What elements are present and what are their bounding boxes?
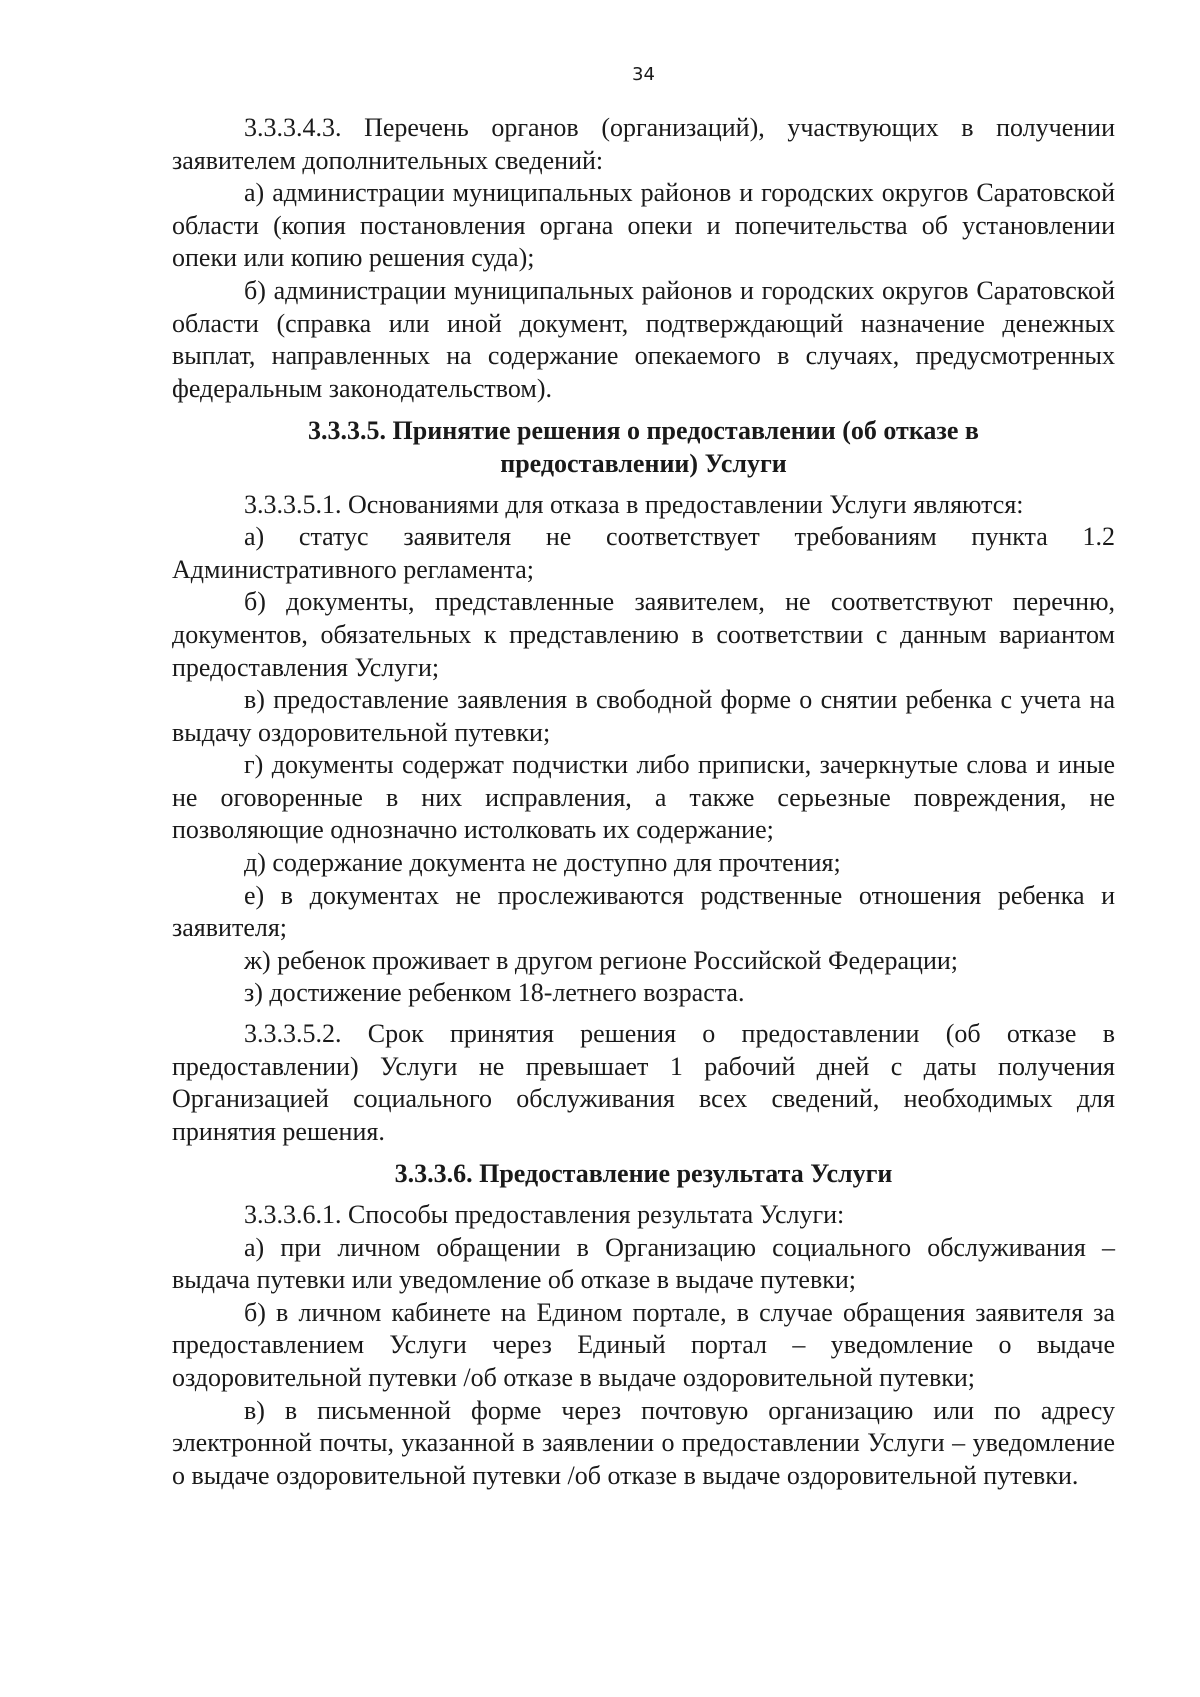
paragraph-refusal-d: д) содержание документа не доступно для прочтения; (244, 848, 841, 878)
document-page (172, 66, 1115, 1492)
section-heading-3-3-3-5: 3.3.3.5. Принятие решения о предоставлении (об отказе в предоставлении) Услуги (308, 416, 979, 478)
paragraph-refusal-v: в) предоставление заявления в свободной форме о снятии ребенка с учета на выдачу оздоровительной путевки; (172, 685, 1115, 747)
paragraph-item-b-payment-certificate: б) администрации муниципальных районов и городских округов Саратовской области (справка или иной документ, подтверждающий назначение денежных выплат, направленных на содержание опекаемого в случаях, предусмотренных федеральным законодательством). (172, 275, 1115, 403)
paragraph-3-3-3-6-1: 3.3.3.6.1. Способы предоставления результата Услуги: (244, 1200, 845, 1229)
page-number: 34 (632, 64, 655, 85)
paragraph-result-b: б) в личном кабинете на Едином портале, в случае обращения заявителя за предоставлением Услуги через Единый портал – уведомление о выдаче оздоровительной путевки /об отказе в выдаче оздоровительной путевки; (172, 1297, 1115, 1392)
paragraph-3-3-3-5-1: 3.3.3.5.1. Основаниями для отказа в предоставлении Услуги являются: (244, 489, 1024, 519)
paragraph-3-3-3-5-2: 3.3.3.5.2. Срок принятия решения о предоставлении (об отказе в предоставлении) Услуги не превышает 1 рабочий дней с даты получения Организацией социального обслуживания всех сведений, необходимых для принятия решения. (172, 1019, 1115, 1146)
paragraph-refusal-b: б) документы, представленные заявителем, не соответствуют перечню, документов, обязательных к представлению в соответствии с данным вариантом предоставления Услуги; (172, 587, 1115, 682)
paragraph-refusal-g: г) документы содержат подчистки либо приписки, зачеркнутые слова и иные не оговоренные в них исправления, а также серьезные повреждения, не позволяющие однозначно истолковать их содержание; (172, 750, 1115, 845)
paragraph-3-3-3-4-3: 3.3.3.4.3. Перечень органов (организаций), участвующих в получении заявителем дополнительных сведений: (172, 113, 1115, 175)
paragraph-refusal-a: а) статус заявителя не соответствует требованиям пункта 1.2 Административного регламента; (172, 522, 1115, 584)
paragraph-refusal-z: з) достижение ребенком 18-летнего возраста. (244, 978, 745, 1008)
paragraph-refusal-e: е) в документах не прослеживаются родственные отношения ребенка и заявителя; (172, 880, 1115, 943)
paragraph-refusal-zh: ж) ребенок проживает в другом регионе Российской Федерации; (244, 945, 959, 975)
paragraph-result-a: а) при личном обращении в Организацию социального обслуживания – выдача путевки или уведомление об отказе в выдаче путевки; (172, 1232, 1115, 1295)
paragraph-item-a-custody-documents: а) администрации муниципальных районов и городских округов Саратовской области (копия постановления органа опеки и попечительства об установлении опеки или копию решения суда); (172, 178, 1115, 273)
paragraph-result-v: в) в письменной форме через почтовую организацию или по адресу электронной почты, указанной в заявлении о предоставлении Услуги – уведомление о выдаче оздоровительной путевки /об отказе в выдаче оздоровительной путевки. (172, 1395, 1115, 1490)
section-heading-3-3-3-6: 3.3.3.6. Предоставление результата Услуги (394, 1159, 893, 1189)
